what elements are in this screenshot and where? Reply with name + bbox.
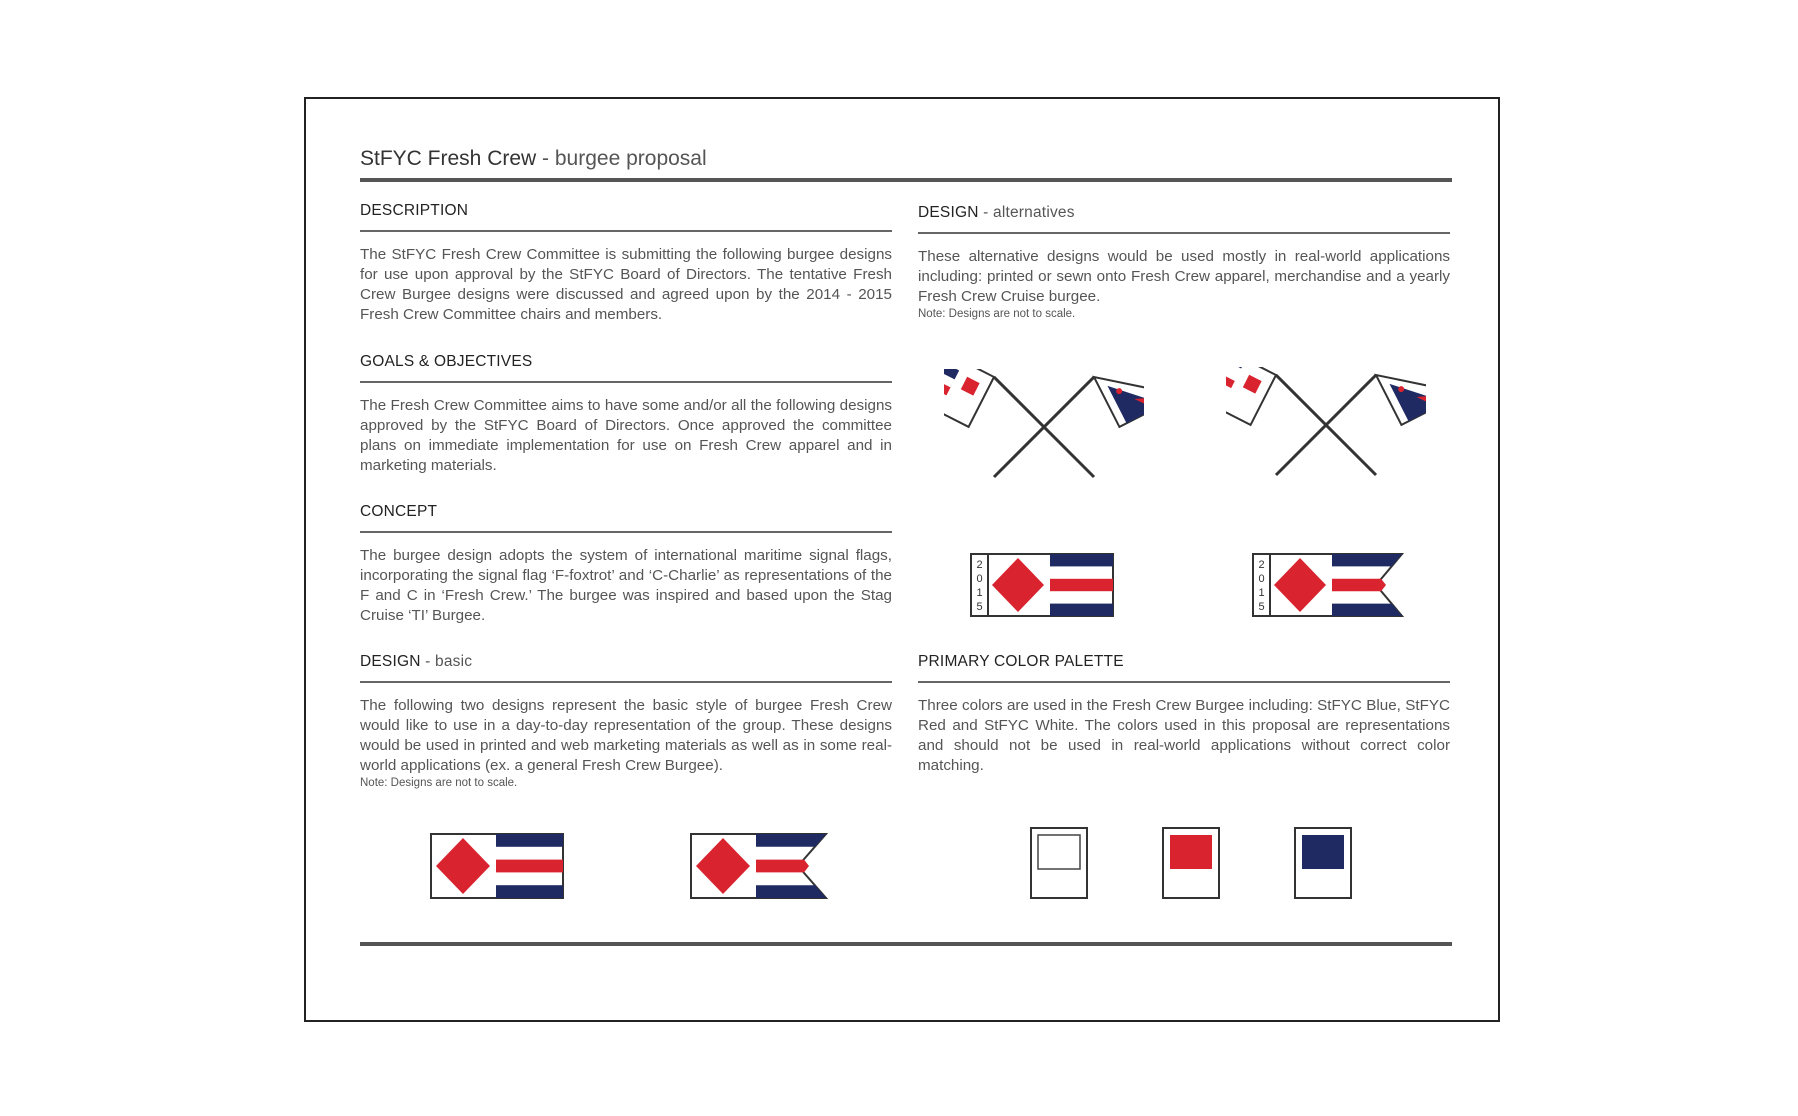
design-alt-text: These alternative designs would be used mostly in real-world applications including: printed or sewn onto Fresh Crew apparel, merchandise and a yearly Fresh Crew Cruise burgee. — [918, 248, 1450, 305]
year-digit: 5 — [976, 601, 983, 613]
design-alt-note: Note: Designs are not to scale. — [918, 308, 1076, 320]
header-rule — [360, 178, 1452, 182]
year-digit: 1 — [1258, 587, 1265, 599]
section-design-alternatives — [918, 204, 1450, 321]
section-rule — [360, 381, 892, 383]
swatch-stfyc-blue — [1294, 827, 1352, 899]
swatch-stfyc-white — [1030, 827, 1088, 899]
year-digit: 5 — [1258, 601, 1265, 613]
section-goals — [360, 353, 892, 476]
year-digit: 2 — [976, 559, 983, 571]
design-alt-heading-sub: - alternatives — [978, 204, 1075, 221]
section-rule — [360, 681, 892, 683]
palette-heading: PRIMARY COLOR PALETTE — [918, 653, 1124, 670]
description-text: The StFYC Fresh Crew Committee is submitting the following burgee designs for use upon approval by the StFYC Board of Directors. The tentative Fresh Crew Burgee designs were discussed and agreed upon by the 2014 - 2015 Fresh Crew Committee chairs and members. — [360, 246, 892, 323]
design-basic-heading-main: DESIGN — [360, 653, 421, 670]
year-flag-rectangular — [970, 553, 1114, 617]
basic-flag-rectangular — [430, 833, 564, 899]
concept-heading: CONCEPT — [360, 503, 438, 520]
design-basic-text: The following two designs represent the basic style of burgee Fresh Crew would like to use in a day-to-day representation of the group. These designs would be used in printed and web marketing materials as well as in some real-world applications (ex. a general Fresh Crew Burgee). — [360, 697, 892, 774]
palette-text: Three colors are used in the Fresh Crew Burgee including: StFYC Blue, StFYC Red and StFYC White. The colors used in this proposal are representations and should not be used in real-world applications without correct color matching. — [918, 697, 1450, 774]
design-basic-note: Note: Designs are not to scale. — [360, 777, 518, 789]
footer-rule — [360, 942, 1452, 946]
crossed-flags-swallowtail — [1226, 367, 1426, 479]
section-concept — [360, 503, 892, 626]
goals-heading: GOALS & OBJECTIVES — [360, 353, 533, 370]
design-alt-heading — [918, 204, 1450, 222]
section-rule — [360, 230, 892, 232]
year-digit: 1 — [976, 587, 983, 599]
section-color-palette — [918, 653, 1450, 776]
goals-text: The Fresh Crew Committee aims to have some and/or all the following designs approved by the StFYC Board of Directors. Once approved the committee plans on immediate implementation for use on Fresh Crew apparel and in marketing materials. — [360, 397, 892, 474]
basic-flag-swallowtail — [690, 833, 830, 899]
crossed-flags-rectangular — [944, 369, 1144, 481]
year-digit: 0 — [976, 573, 983, 585]
description-heading: DESCRIPTION — [360, 202, 469, 219]
year-digit: 2 — [1258, 559, 1265, 571]
concept-text: The burgee design adopts the system of international maritime signal flags, incorporating the signal flag ‘F-foxtrot’ and ‘C-Charlie’ as representations of the F and C in ‘Fresh Crew.’ The burgee was inspired and based upon the Stag Cruise ‘TI’ Burgee. — [360, 547, 892, 624]
title-sub: - burgee proposal — [536, 147, 707, 170]
design-alt-heading-main: DESIGN — [918, 204, 979, 221]
title-main: StFYC Fresh Crew — [360, 147, 537, 170]
section-description — [360, 202, 892, 325]
page-title — [360, 147, 707, 171]
section-design-basic — [360, 653, 892, 790]
design-basic-heading — [360, 653, 892, 671]
year-digit: 0 — [1258, 573, 1265, 585]
section-rule — [360, 531, 892, 533]
year-flag-swallowtail — [1252, 553, 1406, 617]
section-rule — [918, 681, 1450, 683]
proposal-sheet — [304, 97, 1500, 1022]
swatch-stfyc-red — [1162, 827, 1220, 899]
section-rule — [918, 232, 1450, 234]
design-basic-heading-sub: - basic — [420, 653, 473, 670]
